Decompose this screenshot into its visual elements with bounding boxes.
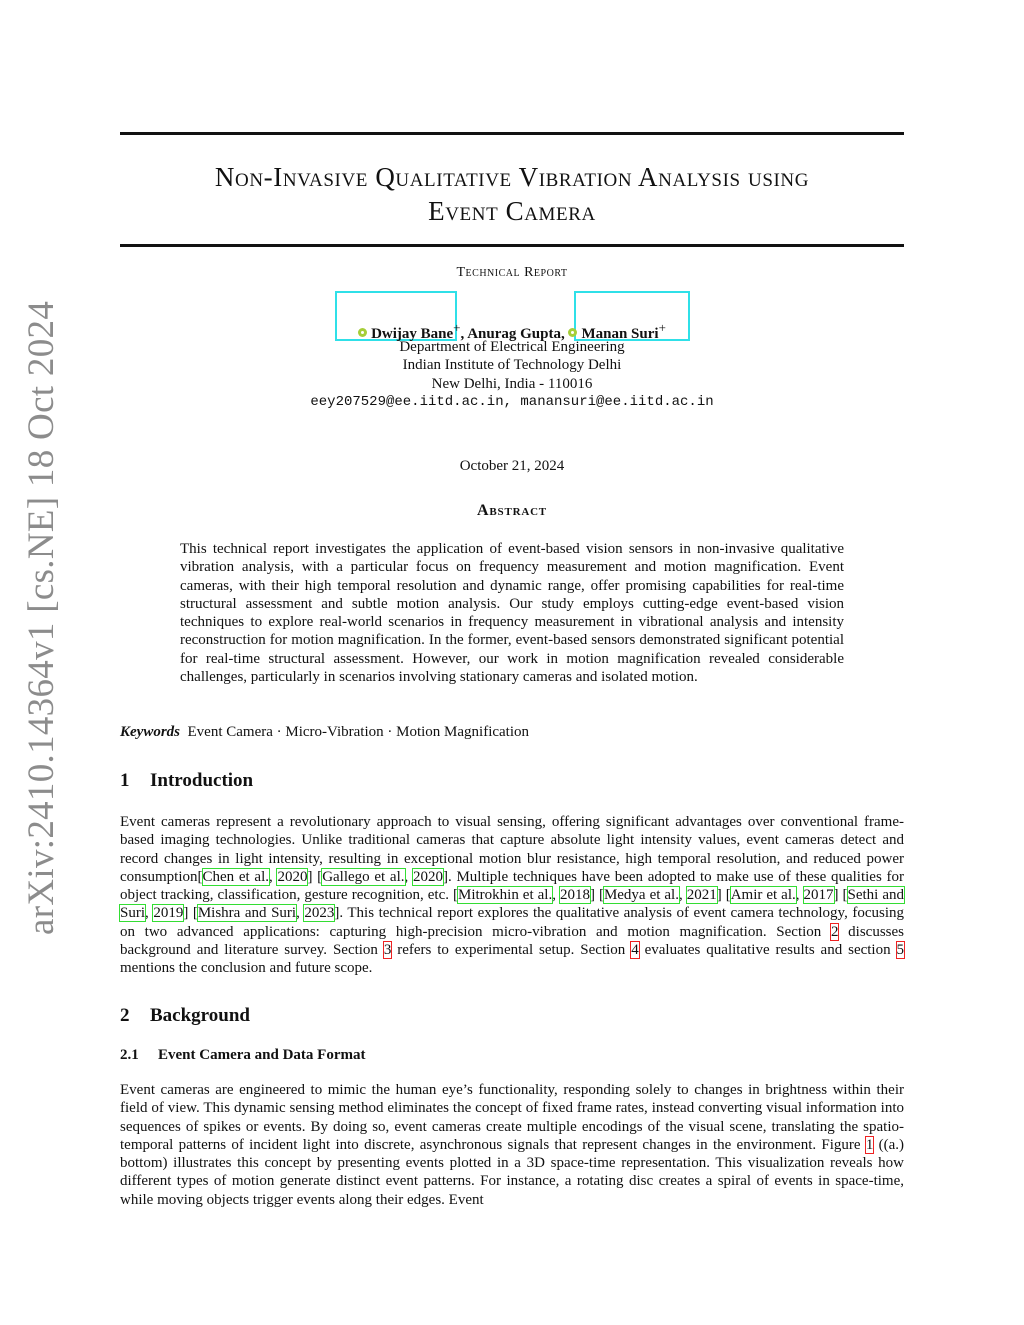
affiliation-block xyxy=(120,338,904,411)
section-ref-link[interactable]: 5 xyxy=(896,942,904,959)
citation-link[interactable]: Mitrokhin et al. xyxy=(457,887,553,904)
citation-link[interactable]: 2017 xyxy=(803,887,834,904)
text-run: ((a.) bottom) illustrates this concept by presenting events plotted in a 3D space-time representation. This visualization reveals how different types of motion generate distinct event patterns. For instance, a rotating disc creates a spiral of events in space-time, while moving objects trigger events along their edges. Event xyxy=(120,1136,904,1208)
text-run: ]. This technical report explores the qualitative analysis of event camera technology, focusing on two advanced applications: capturing high-precision micro-vibration and motion magnification. Section xyxy=(120,905,905,940)
author-name[interactable]: Dwijay Bane xyxy=(371,326,454,342)
affiliation-line: New Delhi, India - 110016 xyxy=(431,375,593,392)
citation-link[interactable]: Gallego et al. xyxy=(322,868,405,885)
abstract-heading: Abstract xyxy=(477,502,547,519)
text-run: Event cameras are engineered to mimic the human eye’s functionality, responding solely to changes in brightness within their field of view. This dynamic sensing method eliminates the concept of fixed frame rates, instead converting visual information into sequences of spikes or events. By doing so, event cameras create multiple encodings of the visual scene, translating the spatio-temporal patterns of incident light into discrete, asynchronous signals that represent changes in the environment. Figure xyxy=(120,1082,904,1153)
text-run: Event cameras represent a revolutionary approach to visual sensing, offering significant advantages over conventional frame-based imaging technologies. Unlike traditional cameras that capture absolute light intensity values, event cameras detect and record changes in light intensity, resulting in exceptional motion blur resistance, high temporal resolution, and reduced power consumption[ xyxy=(120,814,904,885)
paper-title xyxy=(120,160,904,228)
arxiv-identifier: arXiv:2410.14364v1 [cs.NE] 18 Oct 2024 xyxy=(21,300,62,935)
title-bottom-rule xyxy=(120,244,904,247)
text-run: ] [ xyxy=(183,905,198,922)
section-title: Background xyxy=(150,1005,250,1026)
section-heading xyxy=(120,1005,250,1027)
author-name: Anurag Gupta, xyxy=(467,326,565,342)
section-title: Introduction xyxy=(150,770,254,791)
citation-link[interactable]: Mishra and Suri xyxy=(197,905,297,922)
author-emails[interactable]: eey207529@ee.iitd.ac.in, manansuri@ee.iitd.ac.in xyxy=(310,393,714,410)
text-run: refers to experimental setup. Section xyxy=(391,942,632,959)
citation-link[interactable]: 2019 xyxy=(153,905,184,922)
keywords-list: Event Camera · Micro-Vibration · Motion Magnification xyxy=(187,724,530,740)
affiliation-line: Department of Electrical Engineering xyxy=(399,339,625,355)
author-name[interactable]: Manan Suri xyxy=(581,326,659,342)
subsection-number: 2.1 xyxy=(120,1047,139,1063)
text-run: ]. Multiple techniques have been adopted to make use of these qualities for object tracking, classification, gesture recognition, etc. [ xyxy=(120,868,905,904)
citation-link[interactable]: Amir et al. xyxy=(730,887,796,904)
text-run: ] [ xyxy=(589,887,604,904)
text-run: mentions the conclusion and future scope. xyxy=(120,960,373,977)
text-run: discusses background and literature survey. Section xyxy=(120,923,904,959)
section-ref-link[interactable]: 2 xyxy=(830,923,839,940)
citation-link[interactable]: Medya et al. xyxy=(603,887,679,904)
author-list: Dwijay Bane+, Anurag Gupta, Manan Suri+ xyxy=(120,318,904,344)
citation-link[interactable]: 2023 xyxy=(304,905,335,922)
text-run: ] [ xyxy=(716,887,731,904)
keywords-label: Keywords xyxy=(120,724,180,740)
citation-link[interactable]: 2020 xyxy=(277,868,308,885)
affiliation-line: Indian Institute of Technology Delhi xyxy=(402,357,622,374)
section-number: 2 xyxy=(120,1005,130,1026)
citation-link[interactable]: Sethi and Suri xyxy=(120,887,904,922)
orcid-icon[interactable] xyxy=(358,328,367,337)
section-number: 1 xyxy=(120,770,130,791)
title-line-2: Event Camera xyxy=(428,196,596,226)
text-run: evaluates qualitative results and section xyxy=(638,942,897,959)
text-run: ] [ xyxy=(307,868,323,885)
citation-link[interactable]: 2020 xyxy=(412,868,443,885)
citation-link[interactable]: 2018 xyxy=(559,887,590,904)
title-top-rule xyxy=(120,132,904,135)
citation-link[interactable]: 2021 xyxy=(686,887,717,904)
abstract-text: This technical report investigates the application of event-based vision sensors in non-invasive qualitative vibration analysis, with a particular focus on frequency measurement and motion magnification. Event cameras, with their high temporal resolution and dynamic range, offer promising capabilities for real-time structural assessment and subtle motion analysis. Our study employs cutting-edge event-based vision techniques to explore real-world scenarios in frequency measurement in vibrational analysis and intensity reconstruction for motion magnification. In the former, event-based sensors demonstrated significant potential for real-time structural assessment. However, our work in motion magnification revealed considerable challenges, particularly in scenarios involving stationary cameras and isolated motion. xyxy=(180,541,844,686)
background-paragraph xyxy=(120,1081,904,1209)
citation-link[interactable]: Chen et al. xyxy=(202,868,269,885)
publication-date: October 21, 2024 xyxy=(459,458,565,474)
subsection-heading xyxy=(120,1047,365,1064)
report-type: Technical Report xyxy=(456,265,568,280)
text-run: ] [ xyxy=(833,887,848,904)
section-ref-link[interactable]: 4 xyxy=(631,942,639,959)
author-mark: + xyxy=(453,320,461,335)
keywords xyxy=(120,724,529,741)
intro-paragraph: Event cameras represent a revolutionary approach to visual sensing, offering significant advantages over conventional frame-based imaging technologies. Unlike traditional cameras that capture absolute light intensity values, event cameras detect and record changes in light intensity, resulting in exceptional motion blur resistance, high temporal resolution, and reduced power consumption[Chen et al., 2020] [Gallego et al., 2020]. Multiple techniques have been adopted to make use of these qualities for object tracking, classification, gesture recognition, etc. [Mitrokhin et al., 2018] [Medya et al., 2021] [Amir et al., 2017] [Sethi and Suri, 2019] [Mishra and Suri, 2023]. This technical report explores the qualitative analysis of event camera technology, focusing on two advanced applications: capturing high-precision micro-vibration and motion magnification. Section 2 discusses background and literature survey. Section 3 refers to experimental setup. Section 4 evaluates qualitative results and section 5 mentions the conclusion and future scope. xyxy=(120,814,905,977)
author-mark: + xyxy=(658,320,666,335)
orcid-icon[interactable] xyxy=(568,328,577,337)
section-heading xyxy=(120,770,253,792)
title-line-1: Non-Invasive Qualitative Vibration Analysis using xyxy=(214,162,810,192)
figure-ref-link[interactable]: 1 xyxy=(865,1136,874,1153)
section-ref-link[interactable]: 3 xyxy=(383,942,392,959)
subsection-title: Event Camera and Data Format xyxy=(158,1047,366,1063)
